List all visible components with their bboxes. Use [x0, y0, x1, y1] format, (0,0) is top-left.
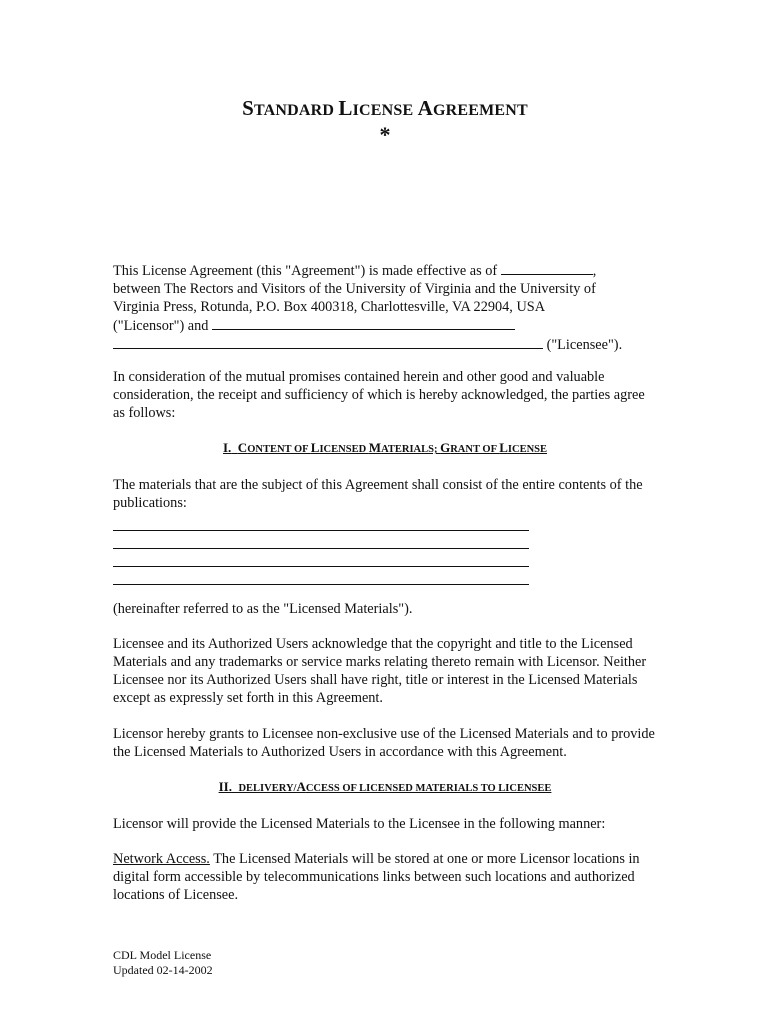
publication-line[interactable]: [113, 567, 529, 585]
title-cap-l: L: [338, 96, 353, 120]
network-access-paragraph: [113, 850, 658, 904]
s1-rest-1: ONTENT OF: [247, 444, 311, 455]
title-cap-s: S: [242, 96, 254, 120]
title-cap-a: A: [417, 96, 433, 120]
s1-rest-3: ATERIALS;: [381, 444, 441, 455]
s1-cap-4: G: [440, 440, 451, 455]
intro-paragraph: [113, 261, 658, 354]
intro-line-5: ("Licensee").: [543, 337, 623, 353]
intro-line-1: This License Agreement (this "Agreement") is made effective as of: [113, 263, 501, 279]
s2-rest-2: CCESS OF LICENSED MATERIALS TO LICENSEE: [305, 783, 552, 794]
acknowledge-paragraph: Licensee and its Authorized Users acknowledge that the copyright and title to the Licensed Materials and any trademarks or service marks relating thereto remain with Licensor. Neither Licensee nor its Authorized Users shall have right, title or interest in the Licensed Materials except as expressly set forth in this Agreement.: [113, 636, 647, 706]
publication-line[interactable]: [113, 513, 529, 531]
materials-intro: The materials that are the subject of this Agreement shall consist of the entire contents of the publications:: [113, 477, 643, 511]
network-access-label: Network Access.: [113, 851, 210, 867]
hereinafter-paragraph: (hereinafter referred to as the "Licensed Materials").: [113, 601, 413, 617]
s1-cap-1: C: [237, 440, 248, 455]
section-1-number: I.: [222, 440, 232, 455]
licensee-name-blank-2[interactable]: [113, 335, 543, 349]
effective-date-blank[interactable]: [501, 261, 593, 275]
title-asterisk: *: [379, 122, 391, 147]
publication-line[interactable]: [113, 531, 529, 549]
section-2-number: II.: [218, 779, 232, 794]
consideration-paragraph: In consideration of the mutual promises contained herein and other good and valuable consideration, the receipt and sufficiency of which is hereby acknowledged, the parties agree as follows:: [113, 369, 645, 421]
intro-line-4: ("Licensor") and: [113, 318, 213, 334]
page-footer: [113, 948, 213, 978]
section-2-heading: [0, 779, 770, 795]
publication-line[interactable]: [113, 549, 529, 567]
footer-line-2: Updated 02-14-2002: [113, 963, 213, 977]
s1-rest-5: ICENSE: [507, 444, 548, 455]
s1-cap-3: M: [368, 440, 382, 455]
section-1-heading: [0, 440, 770, 456]
s2-cap-2: A: [296, 779, 306, 794]
licensee-name-blank[interactable]: [212, 316, 515, 330]
s1-cap-2: L: [310, 440, 320, 455]
footer-line-1: CDL Model License: [113, 948, 212, 962]
s2-rest-1: DELIVERY/: [238, 783, 297, 794]
provide-paragraph: Licensor will provide the Licensed Materials to the Licensee in the following manner:: [113, 816, 606, 832]
s1-rest-4: RANT OF: [450, 444, 500, 455]
intro-line-1-end: ,: [592, 263, 597, 279]
intro-line-2: between The Rectors and Visitors of the University of Virginia and the University of: [113, 281, 596, 297]
grant-paragraph: Licensor hereby grants to Licensee non-exclusive use of the Licensed Materials and to provide the Licensed Materials to Authorized Users in accordance with this Agreement.: [113, 726, 655, 760]
title-rest-3: GREEMENT: [432, 102, 528, 119]
title-rest-1: TANDARD: [253, 102, 339, 119]
publications-blanks: [113, 513, 658, 585]
s1-rest-2: ICENSED: [319, 444, 369, 455]
network-access-text: The Licensed Materials will be stored at one or more Licensor locations in digital form accessible by telecommunications links between such locations and authorized locations of Licensee.: [113, 851, 640, 903]
s1-cap-5: L: [499, 440, 508, 455]
intro-line-3: Virginia Press, Rotunda, P.O. Box 400318, Charlottesville, VA 22904, USA: [113, 299, 546, 315]
title-rest-2: ICENSE: [352, 102, 418, 119]
document-title: [0, 96, 770, 121]
